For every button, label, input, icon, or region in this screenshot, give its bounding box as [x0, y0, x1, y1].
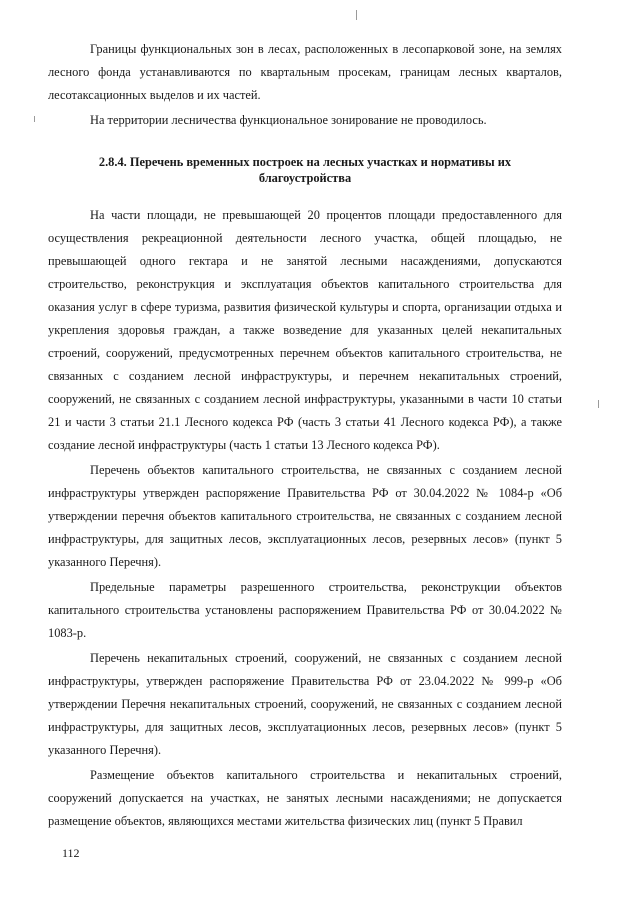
section-heading: 2.8.4. Перечень временных построек на лесных участках и нормативы их благоустройства [98, 155, 512, 185]
page-number: 112 [62, 846, 80, 860]
paragraph-placement-rules: Размещение объектов капитального строительства и некапитальных строений, сооружений допускается на участках, не занятых лесными насаждениями; не допускается размещение объектов, являющихся местами жительства физических лиц (пункт 5 Правил [48, 768, 562, 828]
paragraph-noncapital-list: Перечень некапитальных строений, сооружений, не связанных с созданием лесной инфраструктуры, утвержден распоряжение Правительства РФ от 23.04.2022 № 999-р «Об утверждении Перечня некапитальных строений, сооружений, не связанных с созданием лесной инфраструктуры, для защитных лесов, эксплуатационных лесов, резервных лесов» (пункт 5 указанного Перечня). [48, 651, 562, 757]
paragraph-zoning-not-done: На территории лесничества функциональное зонирование не проводилось. [90, 113, 487, 127]
paragraph-area-limits: На части площади, не превышающей 20 процентов площади предоставленного для осуществления рекреационной деятельности лесного участка, общей площадью, не превышающей одного гектара и не занятой лесными насаждениями, допускаются строительство, реконструкция и эксплуатация объектов капитального строительства для оказания услуг в сфере туризма, развития физической культуры и спорта, организации отдыха и укрепления здоровья граждан, а также возведение для указанных целей некапитальных строений, сооружений, предусмотренных перечнем объектов капитального строительства, не связанных с созданием лесной инфраструктуры, и перечнем некапитальных строений, сооружений, не связанных с созданием лесной инфраструктуры, указанными в части 10 статьи 21 и части 3 статьи 21.1 Лесного кодекса РФ (часть 3 статьи 41 Лесного кодекса РФ), а также создание лесной инфраструктуры (часть 1 статьи 13 Лесного кодекса РФ). [48, 208, 562, 452]
paragraph-functional-zones: Границы функциональных зон в лесах, расположенных в лесопарковой зоне, на землях лесного фонда устанавливаются по квартальным просекам, границам лесных кварталов, лесотаксационных выделов и их частей. [48, 42, 562, 102]
scan-mark [598, 400, 599, 408]
paragraph-capital-objects-list: Перечень объектов капитального строительства, не связанных с созданием лесной инфраструктуры утвержден распоряжение Правительства РФ от 30.04.2022 № 1084-р «Об утверждении перечня объектов капитального строительства, не связанных с созданием лесной инфраструктуры, для защитных лесов, эксплуатационных лесов, резервных лесов» (пункт 5 указанного Перечня). [48, 463, 562, 569]
document-body [48, 38, 562, 833]
scan-mark [34, 116, 35, 122]
scan-mark [356, 10, 357, 20]
paragraph-construction-parameters: Предельные параметры разрешенного строительства, реконструкции объектов капитального строительства установлены распоряжением Правительства РФ от 30.04.2022 № 1083-р. [48, 580, 562, 640]
